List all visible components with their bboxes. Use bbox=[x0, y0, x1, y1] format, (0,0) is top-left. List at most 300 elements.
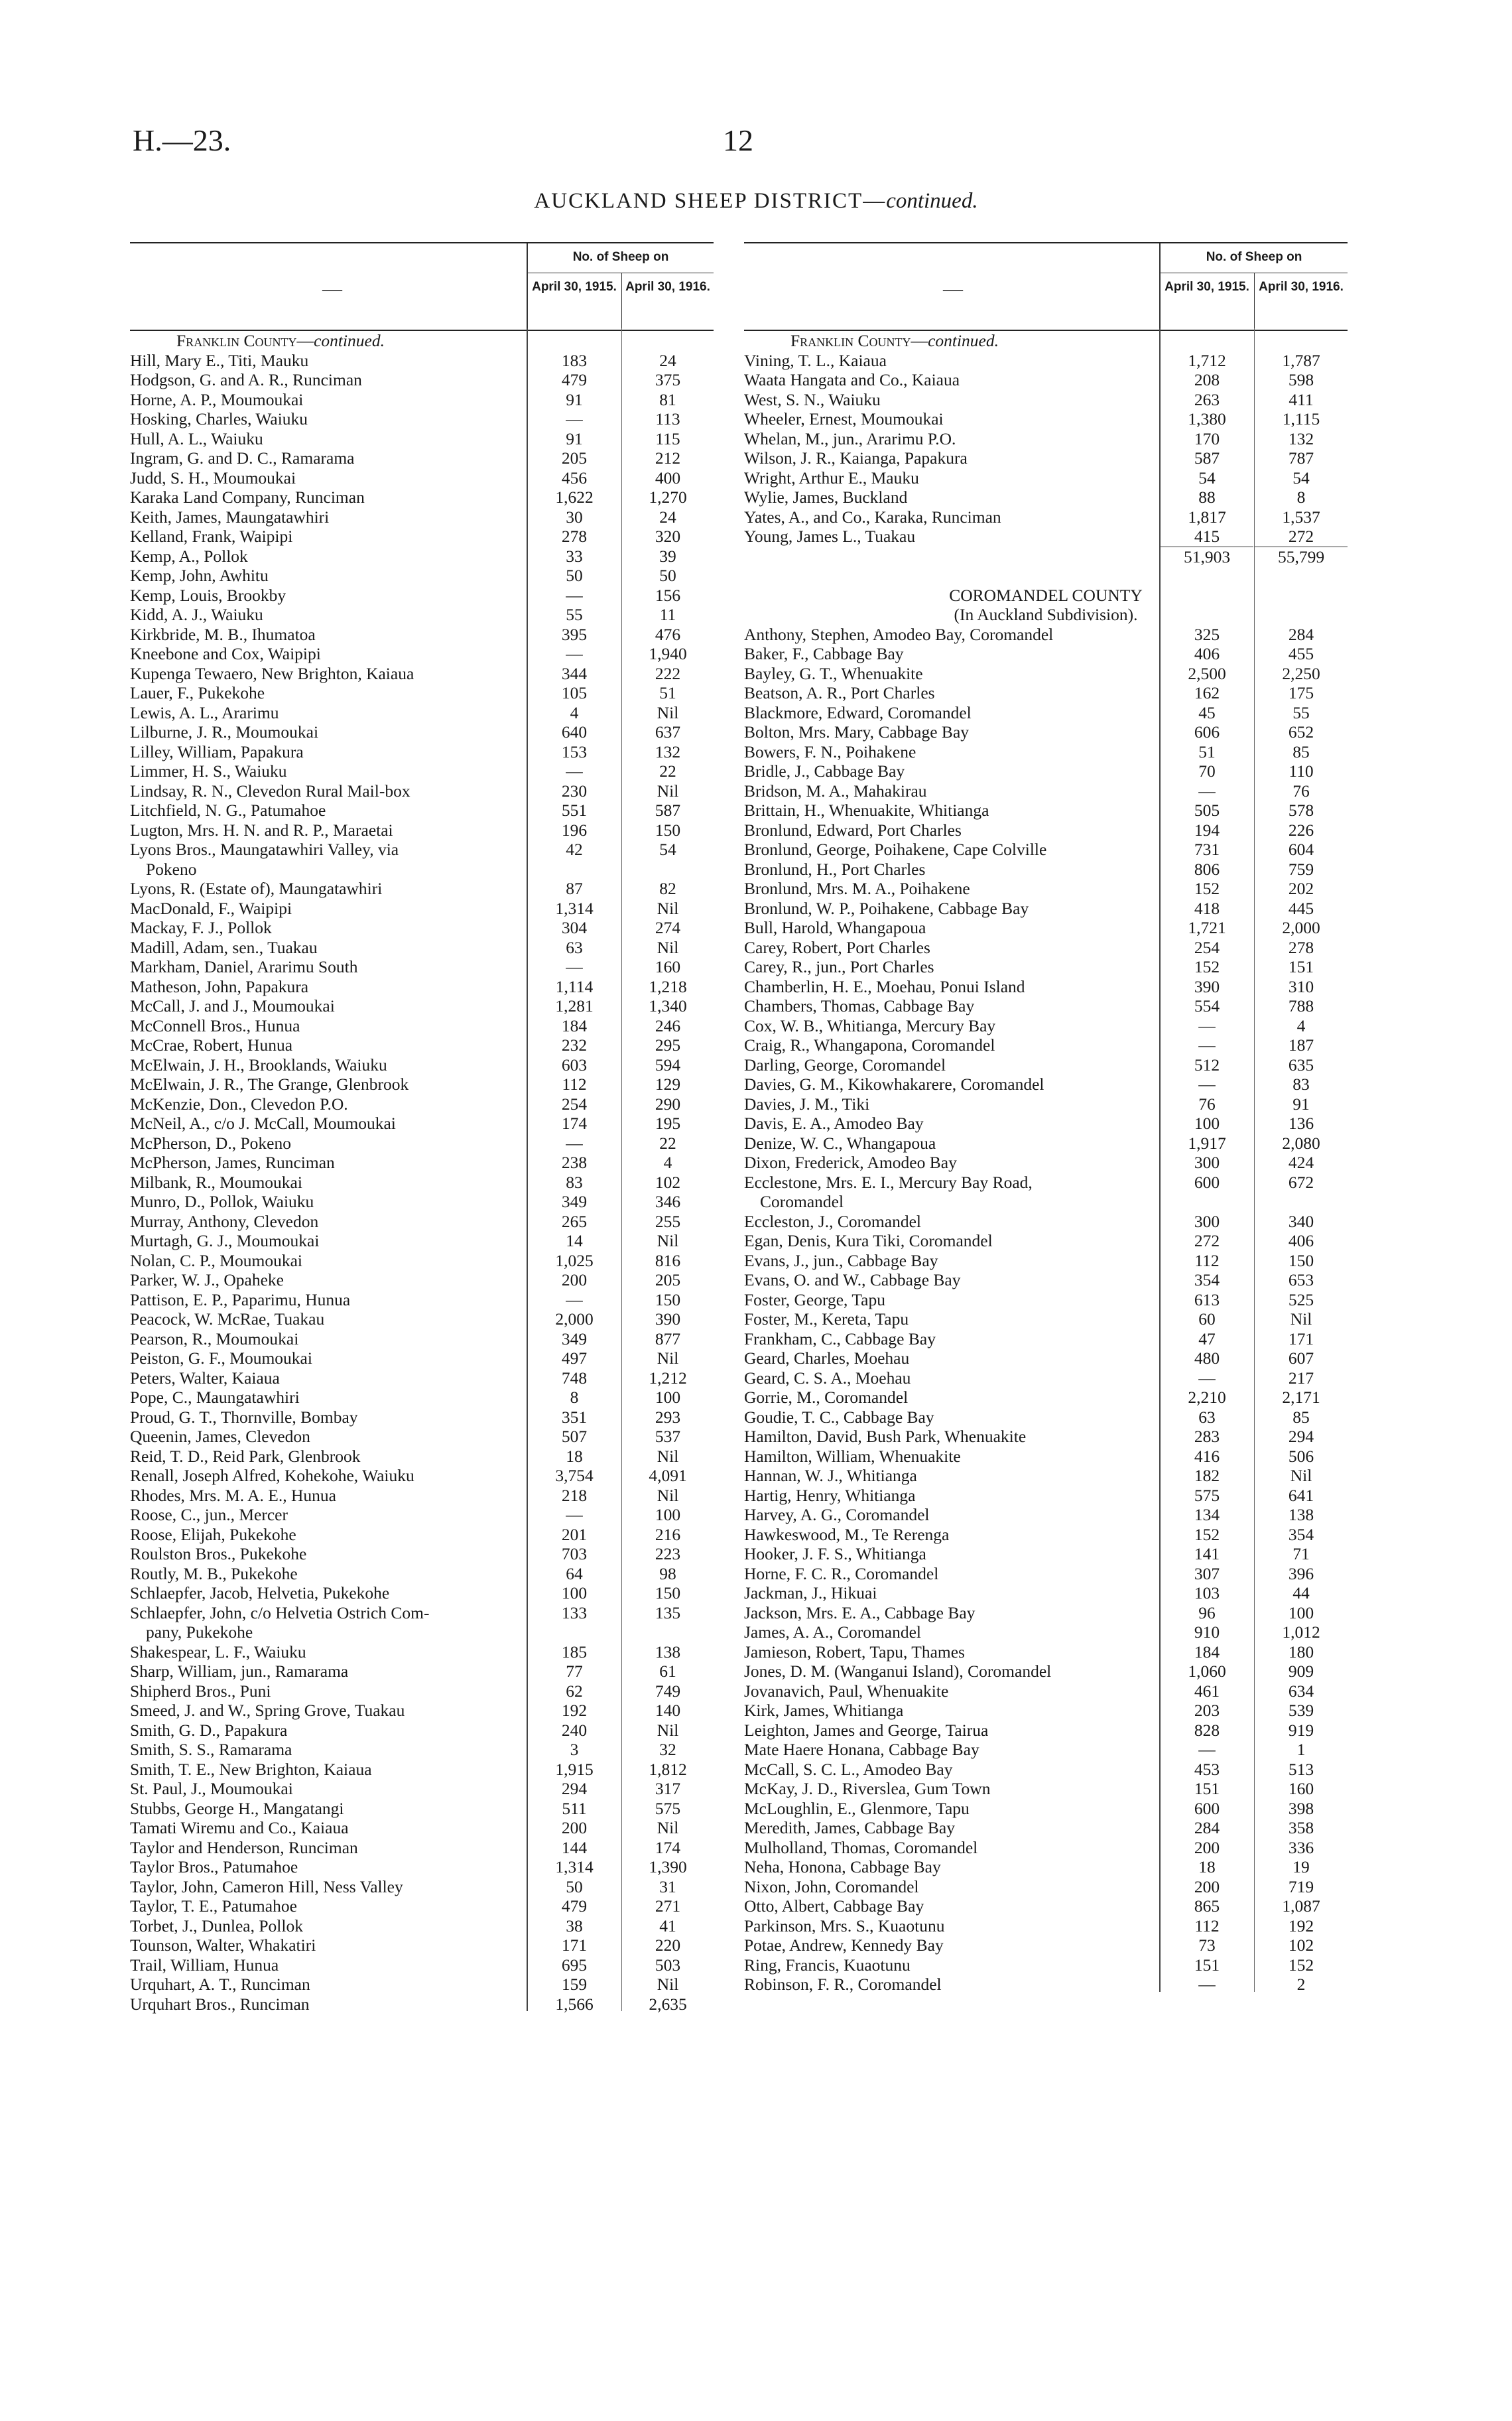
sheep-1916: 455 bbox=[1288, 644, 1314, 663]
sheep-1915: 254 bbox=[1194, 937, 1220, 957]
owner-name: Lugton, Mrs. H. N. and R. P., Maraetai bbox=[130, 820, 393, 840]
table-row bbox=[744, 683, 1348, 703]
sheep-1916: 129 bbox=[655, 1075, 681, 1094]
sheep-1916: 138 bbox=[1288, 1505, 1314, 1524]
sheep-1916: 525 bbox=[1288, 1289, 1314, 1309]
sheep-1916: 44 bbox=[1292, 1583, 1310, 1603]
table-row bbox=[130, 1368, 714, 1388]
table-row bbox=[744, 429, 1348, 449]
header-group-label: No. of Sheep on bbox=[572, 250, 669, 264]
table-row bbox=[744, 1681, 1348, 1701]
table-row bbox=[744, 1212, 1348, 1232]
table-row bbox=[744, 840, 1348, 860]
sheep-1916: 375 bbox=[655, 370, 681, 389]
sheep-1916: 358 bbox=[1288, 1818, 1314, 1837]
owner-name: West, S. N., Waiuku bbox=[744, 389, 881, 409]
sheep-1915: 480 bbox=[1194, 1348, 1220, 1368]
table-row bbox=[130, 664, 714, 684]
sheep-1915: 511 bbox=[562, 1798, 587, 1818]
owner-name: Nixon, John, Coromandel bbox=[744, 1876, 919, 1896]
table-row bbox=[130, 1896, 714, 1916]
sheep-1916: 115 bbox=[655, 428, 680, 448]
sheep-1915: 1,566 bbox=[555, 1994, 594, 2014]
sheep-1915: 18 bbox=[566, 1446, 583, 1466]
table-row bbox=[130, 899, 714, 919]
sheep-1915: 112 bbox=[1194, 1916, 1220, 1935]
sheep-1915: 1,817 bbox=[1188, 507, 1226, 527]
table-row bbox=[744, 1447, 1348, 1467]
sheep-1916: 156 bbox=[655, 585, 681, 605]
table-row bbox=[744, 820, 1348, 840]
sheep-1916: 102 bbox=[1288, 1935, 1314, 1955]
sheep-1916: 54 bbox=[659, 840, 676, 859]
sheep-1916: 100 bbox=[655, 1505, 681, 1524]
left-table-header bbox=[130, 242, 714, 331]
sheep-1915: 2,210 bbox=[1188, 1388, 1226, 1407]
sheep-1915: 1,060 bbox=[1188, 1662, 1226, 1681]
sheep-1915: 218 bbox=[561, 1485, 588, 1505]
sheep-1916: 83 bbox=[1292, 1075, 1310, 1094]
table-row bbox=[744, 1740, 1348, 1760]
sheep-1916: Nil bbox=[657, 1231, 679, 1250]
table-row bbox=[744, 1877, 1348, 1897]
table-row bbox=[744, 1857, 1348, 1877]
sheep-1916: 174 bbox=[655, 1837, 681, 1857]
sheep-1916: 2 bbox=[1296, 1975, 1306, 1994]
table-row bbox=[744, 644, 1348, 664]
owner-name: Peacock, W. McRae, Tuakau bbox=[130, 1309, 325, 1329]
table-row bbox=[130, 1348, 714, 1368]
sheep-1915: 1,380 bbox=[1188, 409, 1226, 428]
owner-name: Whelan, M., jun., Ararimu P.O. bbox=[744, 428, 956, 448]
table-row bbox=[130, 1603, 714, 1623]
owner-name: Hamilton, David, Bush Park, Whenuakite bbox=[744, 1427, 1027, 1446]
owner-name: Roose, Elijah, Pukekohe bbox=[130, 1524, 296, 1544]
page-number: 12 bbox=[723, 123, 753, 157]
sheep-1916: 113 bbox=[655, 409, 680, 428]
sheep-1916: 295 bbox=[655, 1035, 681, 1055]
sheep-1915: 112 bbox=[562, 1075, 587, 1094]
sheep-1916: 1,812 bbox=[649, 1759, 687, 1779]
sheep-1916: 4 bbox=[1296, 1015, 1306, 1035]
sheep-1915: 265 bbox=[561, 1211, 588, 1231]
sheep-1915: — bbox=[566, 585, 583, 605]
sheep-1916: 150 bbox=[655, 820, 681, 840]
sheep-1915: 201 bbox=[561, 1524, 588, 1544]
sheep-1916: 212 bbox=[655, 448, 681, 468]
owner-name: Ring, Francis, Kuaotunu bbox=[744, 1955, 911, 1975]
table-row bbox=[744, 1603, 1348, 1623]
table-row bbox=[744, 1721, 1348, 1740]
table-row bbox=[130, 625, 714, 645]
sheep-1916: 575 bbox=[655, 1798, 681, 1818]
table-row bbox=[744, 742, 1348, 762]
table-row bbox=[744, 1799, 1348, 1819]
sheep-1915: 1,025 bbox=[555, 1250, 594, 1270]
sheep-1915: 51 bbox=[1198, 742, 1216, 761]
sheep-1915: 325 bbox=[1194, 624, 1220, 644]
sheep-1915: 497 bbox=[561, 1348, 588, 1368]
owner-name: Shipherd Bros., Puni bbox=[130, 1681, 271, 1701]
right-column-table bbox=[744, 242, 1348, 1995]
table-row bbox=[130, 1975, 714, 1995]
table-row bbox=[744, 1622, 1348, 1642]
sheep-1916: 271 bbox=[655, 1896, 681, 1916]
sheep-1915: 162 bbox=[1194, 683, 1220, 702]
table-row bbox=[130, 1799, 714, 1819]
table-row bbox=[744, 468, 1348, 488]
sheep-1915: 152 bbox=[1194, 957, 1220, 976]
sheep-1916: 255 bbox=[655, 1211, 681, 1231]
sheep-1915: 8 bbox=[570, 1388, 579, 1407]
table-row bbox=[130, 1329, 714, 1349]
sheep-1915: 203 bbox=[1194, 1701, 1220, 1720]
owner-name: Karaka Land Company, Runciman bbox=[130, 488, 365, 507]
table-row bbox=[130, 996, 714, 1016]
title-continued: continued. bbox=[886, 189, 978, 213]
sheep-1915: 171 bbox=[561, 1935, 588, 1955]
table-row bbox=[130, 1251, 714, 1271]
sheep-1915: 828 bbox=[1194, 1720, 1220, 1740]
sheep-1915: 77 bbox=[566, 1662, 583, 1681]
sheep-1915: 18 bbox=[1198, 1857, 1216, 1876]
table-row bbox=[744, 703, 1348, 723]
sheep-1915: 112 bbox=[1194, 1250, 1220, 1270]
sheep-1915: 192 bbox=[561, 1701, 588, 1720]
sheep-1915: 1,314 bbox=[555, 1857, 594, 1876]
owner-name: Goudie, T. C., Cabbage Bay bbox=[744, 1407, 934, 1427]
sheep-1916: 598 bbox=[1288, 370, 1314, 389]
owner-name: Parker, W. J., Opaheke bbox=[130, 1270, 284, 1289]
owner-name: Queenin, James, Clevedon bbox=[130, 1427, 310, 1446]
sheep-1916: 82 bbox=[659, 879, 676, 898]
table-row bbox=[744, 1270, 1348, 1290]
table-row bbox=[130, 722, 714, 742]
owner-name: Carey, R., jun., Port Charles bbox=[744, 957, 934, 976]
sheep-1916: 877 bbox=[655, 1329, 681, 1348]
sheep-1916: 39 bbox=[659, 546, 676, 566]
table-row bbox=[130, 957, 714, 977]
owner-name: Taylor Bros., Patumahoe bbox=[130, 1857, 298, 1876]
owner-name: Roulston Bros., Pukekohe bbox=[130, 1544, 307, 1563]
owner-name: Kemp, A., Pollok bbox=[130, 546, 248, 566]
owner-name: Stubbs, George H., Mangatangi bbox=[130, 1798, 344, 1818]
owner-name: Gorrie, M., Coromandel bbox=[744, 1388, 909, 1407]
owner-name: Hooker, J. F. S., Whitianga bbox=[744, 1544, 926, 1563]
sheep-1916: 150 bbox=[655, 1583, 681, 1603]
sheep-1916: 222 bbox=[655, 663, 681, 683]
owner-name: Hawkeswood, M., Te Rerenga bbox=[744, 1524, 950, 1544]
owner-name: Limmer, H. S., Waiuku bbox=[130, 761, 287, 781]
sheep-1916: 1,340 bbox=[649, 996, 687, 1015]
owner-name: Hill, Mary E., Titi, Mauku bbox=[130, 350, 309, 370]
sheep-1916: 634 bbox=[1288, 1681, 1314, 1701]
owner-name: Mackay, F. J., Pollok bbox=[130, 918, 272, 937]
sheep-1916: 1,115 bbox=[1282, 409, 1320, 428]
sheep-1916: 587 bbox=[655, 801, 681, 820]
sheep-1915: 1,281 bbox=[555, 996, 594, 1015]
sheep-1915: 1,712 bbox=[1188, 350, 1226, 370]
owner-name: Kemp, Louis, Brookby bbox=[130, 585, 286, 605]
table-row bbox=[744, 625, 1348, 645]
sheep-1916: 2,000 bbox=[1282, 918, 1320, 937]
owner-name: Cox, W. B., Whitianga, Mercury Bay bbox=[744, 1015, 996, 1035]
sheep-1916: 476 bbox=[655, 624, 681, 644]
sheep-1915: — bbox=[566, 761, 583, 781]
owner-name: Davies, G. M., Kikowhakarere, Coromandel bbox=[744, 1075, 1044, 1094]
sheep-1915: 551 bbox=[561, 801, 588, 820]
sheep-1915: 2,500 bbox=[1188, 663, 1226, 683]
table-row bbox=[744, 1388, 1348, 1407]
owner-name: Schlaepfer, John, c/o Helvetia Ostrich Com- bbox=[130, 1603, 430, 1622]
sheep-1916: 672 bbox=[1288, 1172, 1314, 1192]
table-row bbox=[744, 527, 1348, 547]
table-row bbox=[130, 409, 714, 429]
right-table-header bbox=[744, 242, 1348, 331]
table-row bbox=[744, 1662, 1348, 1681]
owner-name: Evans, J., jun., Cabbage Bay bbox=[744, 1250, 938, 1270]
sheep-1915: 88 bbox=[1198, 488, 1216, 507]
left-column-table bbox=[130, 242, 714, 2014]
owner-name: Chamberlin, H. E., Moehau, Ponui Island bbox=[744, 976, 1025, 996]
sheep-1915: 695 bbox=[561, 1955, 588, 1975]
sheep-1915: — bbox=[566, 644, 583, 663]
sheep-1915: 14 bbox=[566, 1231, 583, 1250]
sheep-1916: 22 bbox=[659, 1133, 676, 1153]
sheep-1916: Nil bbox=[657, 1818, 679, 1837]
sheep-1915: 278 bbox=[561, 527, 588, 546]
sheep-1915: 50 bbox=[566, 566, 583, 585]
sheep-1916: 1,787 bbox=[1282, 350, 1320, 370]
sheep-1916: 294 bbox=[1288, 1427, 1314, 1446]
owner-name: Pope, C., Maungatawhiri bbox=[130, 1388, 300, 1407]
sheep-1915: — bbox=[566, 1133, 583, 1153]
sheep-1916: 284 bbox=[1288, 624, 1314, 644]
owner-name: Jamieson, Robert, Tapu, Thames bbox=[744, 1642, 965, 1662]
sheep-1916: Nil bbox=[657, 898, 679, 918]
sheep-1916: 537 bbox=[655, 1427, 681, 1446]
sheep-1915: 418 bbox=[1194, 898, 1220, 918]
sheep-1915: 416 bbox=[1194, 1446, 1220, 1466]
sheep-1915: — bbox=[566, 1289, 583, 1309]
table-row bbox=[130, 918, 714, 938]
owner-name: Craig, R., Whangapona, Coromandel bbox=[744, 1035, 995, 1055]
table-row bbox=[130, 1721, 714, 1740]
sheep-1915: 230 bbox=[561, 781, 588, 801]
table-row bbox=[130, 1564, 714, 1584]
sheep-1915: 300 bbox=[1194, 1153, 1220, 1172]
sheep-1916: 278 bbox=[1288, 937, 1314, 957]
sheep-1916: 220 bbox=[655, 1935, 681, 1955]
owner-name: Proud, G. T., Thornville, Bombay bbox=[130, 1407, 358, 1427]
table-row bbox=[130, 370, 714, 390]
table-row bbox=[130, 1192, 714, 1212]
table-row bbox=[130, 429, 714, 449]
sheep-1915: 910 bbox=[1194, 1622, 1220, 1642]
table-row bbox=[130, 860, 714, 880]
sheep-1916: Nil bbox=[657, 702, 679, 722]
sheep-1916: 503 bbox=[655, 1955, 681, 1975]
owner-name: Lewis, A. L., Ararimu bbox=[130, 702, 279, 722]
owner-name: Davies, J. M., Tiki bbox=[744, 1094, 870, 1114]
table-row bbox=[744, 1368, 1348, 1388]
table-row bbox=[130, 1466, 714, 1486]
owner-name: Torbet, J., Dunlea, Pollok bbox=[130, 1916, 303, 1935]
table-row bbox=[744, 918, 1348, 938]
owner-name: Mulholland, Thomas, Coromandel bbox=[744, 1837, 978, 1857]
sheep-1915: 479 bbox=[561, 370, 588, 389]
continued-label: continued. bbox=[314, 331, 385, 350]
table-row bbox=[130, 1681, 714, 1701]
owner-name: Shakespear, L. F., Waiuku bbox=[130, 1642, 306, 1662]
owner-name: Markham, Daniel, Ararimu South bbox=[130, 957, 358, 976]
table-row bbox=[130, 781, 714, 801]
sheep-1916: 246 bbox=[655, 1015, 681, 1035]
sheep-1916: 151 bbox=[1288, 957, 1314, 976]
table-row bbox=[130, 1779, 714, 1799]
sheep-1916: 22 bbox=[659, 761, 676, 781]
table-row bbox=[744, 566, 1348, 586]
table-row bbox=[130, 566, 714, 586]
sheep-1915: 806 bbox=[1194, 859, 1220, 879]
table-row bbox=[130, 801, 714, 820]
owner-name: Trail, William, Hunua bbox=[130, 1955, 279, 1975]
owner-name: Davis, E. A., Amodeo Bay bbox=[744, 1114, 924, 1133]
sheep-1916: Nil bbox=[657, 1720, 679, 1740]
table-row bbox=[130, 1916, 714, 1936]
sheep-1916: 635 bbox=[1288, 1055, 1314, 1075]
sheep-1915: 349 bbox=[561, 1192, 588, 1211]
header-year-1915: April 30, 1915. bbox=[532, 280, 617, 294]
sheep-1915: 184 bbox=[561, 1015, 588, 1035]
sheep-1915: — bbox=[1198, 1035, 1216, 1055]
owner-name: Wheeler, Ernest, Moumoukai bbox=[744, 409, 944, 428]
sheep-1915: 283 bbox=[1194, 1427, 1220, 1446]
table-row bbox=[130, 703, 714, 723]
owner-name: Kupenga Tewaero, New Brighton, Kaiaua bbox=[130, 663, 414, 683]
owner-name: Bronlund, George, Poihakene, Cape Colville bbox=[744, 840, 1047, 859]
owner-name: Urquhart Bros., Runciman bbox=[130, 1994, 310, 2014]
table-row bbox=[744, 1427, 1348, 1447]
owner-name: Tamati Wiremu and Co., Kaiaua bbox=[130, 1818, 349, 1837]
sheep-1915: 575 bbox=[1194, 1485, 1220, 1505]
owner-name: Lilley, William, Papakura bbox=[130, 742, 304, 761]
table-row bbox=[130, 1525, 714, 1545]
table-row bbox=[130, 1173, 714, 1193]
sheep-1915: 390 bbox=[1194, 976, 1220, 996]
table-row bbox=[130, 468, 714, 488]
sheep-1916: Nil bbox=[657, 781, 679, 801]
sheep-1915: 100 bbox=[561, 1583, 588, 1603]
owner-name: Kelland, Frank, Waipipi bbox=[130, 527, 293, 546]
owner-name: McCrae, Robert, Hunua bbox=[130, 1035, 293, 1055]
sheep-1915: 307 bbox=[1194, 1563, 1220, 1583]
sheep-1915: 174 bbox=[561, 1114, 588, 1133]
table-row bbox=[130, 605, 714, 625]
sheep-1915: 38 bbox=[566, 1916, 583, 1935]
sheep-1915: 208 bbox=[1194, 370, 1220, 389]
owner-name: Jackson, Mrs. E. A., Cabbage Bay bbox=[744, 1603, 976, 1622]
sheep-1915: 152 bbox=[1194, 1524, 1220, 1544]
sheep-1916: 1,537 bbox=[1282, 507, 1320, 527]
sheep-1915: 200 bbox=[561, 1270, 588, 1289]
sheep-1916: 223 bbox=[655, 1544, 681, 1563]
sheep-1916: 1,012 bbox=[1282, 1622, 1320, 1642]
sheep-1916: Nil bbox=[657, 1485, 679, 1505]
sheep-1915: 344 bbox=[561, 663, 588, 683]
table-row bbox=[130, 1270, 714, 1290]
owner-name: Dixon, Frederick, Amodeo Bay bbox=[744, 1153, 957, 1172]
sheep-1915: 1,622 bbox=[555, 488, 594, 507]
owner-name: Nolan, C. P., Moumoukai bbox=[130, 1250, 302, 1270]
sheep-1915: 133 bbox=[561, 1603, 588, 1622]
sheep-1916: 604 bbox=[1288, 840, 1314, 859]
table-row bbox=[130, 1075, 714, 1094]
table-row bbox=[130, 1153, 714, 1173]
sheep-1915: — bbox=[1198, 1740, 1216, 1759]
owner-name: Otto, Albert, Cabbage Bay bbox=[744, 1896, 924, 1916]
table-row bbox=[744, 1094, 1348, 1114]
sheep-1916: Nil bbox=[657, 1446, 679, 1466]
sheep-1915: 60 bbox=[1198, 1309, 1216, 1329]
sheep-1915: 76 bbox=[1198, 1094, 1216, 1114]
owner-name: Lyons Bros., Maungatawhiri Valley, via bbox=[130, 840, 399, 859]
sheep-1915: 554 bbox=[1194, 996, 1220, 1015]
sheep-1916: Nil bbox=[1290, 1309, 1312, 1329]
table-row bbox=[744, 860, 1348, 880]
sheep-1915: 238 bbox=[561, 1153, 588, 1172]
sheep-1915: 600 bbox=[1194, 1798, 1220, 1818]
owner-name: Evans, O. and W., Cabbage Bay bbox=[744, 1270, 961, 1289]
county-subheading bbox=[744, 331, 1348, 351]
sheep-1915: 196 bbox=[561, 820, 588, 840]
owner-name: Kirk, James, Whitianga bbox=[744, 1701, 904, 1720]
table-row bbox=[744, 996, 1348, 1016]
sheep-1915: 33 bbox=[566, 546, 583, 566]
sheep-1916: 32 bbox=[659, 1740, 676, 1759]
table-row bbox=[744, 761, 1348, 781]
sheep-1916: 506 bbox=[1288, 1446, 1314, 1466]
owner-name: McNeil, A., c/o J. McCall, Moumoukai bbox=[130, 1114, 396, 1133]
table-row bbox=[130, 1035, 714, 1055]
owner-name: McKenzie, Don., Clevedon P.O. bbox=[130, 1094, 348, 1114]
sheep-1916: 8 bbox=[1296, 488, 1306, 507]
table-row bbox=[130, 1838, 714, 1858]
sheep-1916: 340 bbox=[1288, 1211, 1314, 1231]
owner-name: Foster, M., Kereta, Tapu bbox=[744, 1309, 909, 1329]
sheep-1916: 272 bbox=[1288, 527, 1314, 546]
sheep-1915: 703 bbox=[561, 1544, 588, 1563]
owner-name: Bolton, Mrs. Mary, Cabbage Bay bbox=[744, 722, 970, 742]
sheep-1915: 606 bbox=[1194, 722, 1220, 742]
owner-name: Young, James L., Tuakau bbox=[744, 527, 916, 546]
sheep-1915: 144 bbox=[561, 1837, 588, 1857]
owner-name: Renall, Joseph Alfred, Kohekohe, Waiuku bbox=[130, 1466, 414, 1485]
table-row bbox=[130, 1114, 714, 1134]
sheep-1916: 138 bbox=[655, 1642, 681, 1662]
sheep-1916: 539 bbox=[1288, 1701, 1314, 1720]
sheep-1916: 578 bbox=[1288, 801, 1314, 820]
sheep-1915: 83 bbox=[566, 1172, 583, 1192]
sheep-1916: 81 bbox=[659, 389, 676, 409]
owner-name: Urquhart, A. T., Runciman bbox=[130, 1975, 310, 1994]
table-row bbox=[744, 1564, 1348, 1584]
sheep-1916: 1,212 bbox=[649, 1368, 687, 1388]
sheep-1915: 91 bbox=[566, 428, 583, 448]
sheep-1915: — bbox=[1198, 1368, 1216, 1388]
sheep-1916: 641 bbox=[1288, 1485, 1314, 1505]
table-row bbox=[744, 1525, 1348, 1545]
